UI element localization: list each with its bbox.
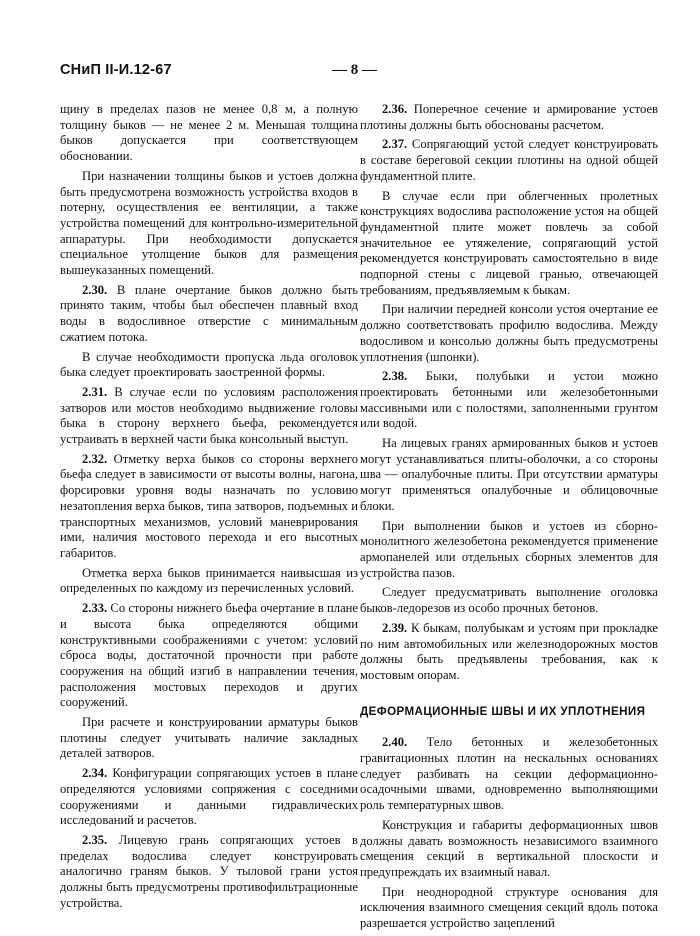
paragraph: На лицевых гранях армированных быков и устоев могут устанавливаться плиты-оболочки, а со стороны шва — опалубочные плиты. При отсутствии арматуры могут применяться опалубочные и облицовочные блоки.	[360, 436, 658, 513]
clause-2-35	[60, 833, 358, 912]
paragraph: В случае если при облегченных пролетных конструкциях водослива расположение устоя на общей фундаментной плите может повлечь за собой значительное ее утяжеление, сопрягающий устой рекомендуется конструировать самостоятельно в виде подпорной стены с лицевой гранью, отвечающей требованиям, предъявляемым к быкам.	[360, 188, 658, 297]
clause-2-40	[360, 735, 658, 814]
right-column	[360, 102, 658, 936]
clause-text: К быкам, полубыкам и устоям при прокладке по ним автомобильных или железнодорожных мостов должны быть предъявлены требования, как к мостовым опорам.	[360, 620, 658, 682]
clause-2-37	[360, 137, 658, 184]
clause-text: Поперечное сечение и армирование устоев плотины должны быть обоснованы расчетом.	[360, 102, 658, 132]
clause-number: 2.39.	[382, 620, 408, 635]
paragraph: При наличии передней консоли устоя очертание ее должно соответствовать профилю водослива. Между водосливом и консолью должны быть предусмотрены уплотнения (шпонки).	[360, 302, 658, 364]
paragraph: Конструкция и габариты деформационных швов должны давать возможность независимого взаимного смещения секций в вертикальной плоскости и предупреждать их взаимный навал.	[360, 817, 658, 879]
document-code: СНиП II-И.12-67	[60, 62, 172, 78]
clause-2-30	[60, 283, 358, 346]
clause-text: Сопрягающий устой следует конструировать в составе береговой секции плотины на одной общей фундаментной плите.	[360, 137, 658, 183]
clause-number: 2.36.	[382, 102, 408, 116]
clause-2-36	[360, 102, 658, 133]
clause-text: В случае если по условиям расположения затворов или мостов необходимо выдвижение головы быка в сторону верхнего бьефа, рекомендуется устраивать в верхней части быка консольный выступ.	[60, 384, 358, 447]
clause-number: 2.31.	[82, 384, 108, 399]
paragraph: В случае необходимости пропуска льда оголовок быка следует проектировать заостренной формы.	[60, 349, 358, 380]
page-number: — 8 —	[332, 62, 377, 78]
clause-number: 2.35.	[82, 832, 108, 847]
paragraph: Следует предусматривать выполнение оголовка быков-ледорезов из особо прочных бетонов.	[360, 585, 658, 616]
clause-text: Отметку верха быков со стороны верхнего бьефа следует в зависимости от высоты волны, нагона, форсировки уровня воды назначать по условию незатопления верха быков, типа затворов, подъемных и транспортных механизмов, условий маневрирования ими, наличия мостового перехода и его высотных габаритов.	[60, 451, 358, 560]
clause-2-34	[60, 766, 358, 829]
clause-number: 2.34.	[82, 766, 108, 781]
clause-number: 2.38.	[382, 369, 408, 384]
paragraph: При неоднородной структуре основания для исключения взаимного смещения секций вдоль потока разрешается устройство зацеплений	[360, 884, 658, 931]
clause-text: Конфигурации сопрягающих устоев в плане определяются условиями сопряжения с соседними сооружениями и данными гидравлических исследований и расчетов.	[60, 766, 358, 828]
clause-number: 2.37.	[382, 137, 408, 152]
paragraph: Отметка верха быков принимается наивысшая из определенных по каждому из перечисленных условий.	[60, 565, 358, 596]
clause-text: Со стороны нижнего бьефа очертание в плане и высота быка определяются общими конструктивными соображениями с учетом: условий сброса воды, достаточной прочности при работе сооружения на общий изгиб в направлении течения, расположения мостовых переходов и других сооружений.	[60, 601, 359, 710]
clause-2-33	[60, 601, 358, 711]
clause-text: Быки, полубыки и устои можно проектировать бетонными или железобетонными массивными или с полостями, заполненными грунтом или водой.	[360, 369, 658, 431]
clause-2-32	[60, 452, 358, 562]
section-heading: ДЕФОРМАЦИОННЫЕ ШВЫ И ИХ УПЛОТНЕНИЯ	[360, 704, 646, 718]
clause-number: 2.30.	[82, 282, 108, 297]
paragraph: При назначении толщины быков и устоев должна быть предусмотрена возможность устройства входов в потерну, осуществления ее вентиляции, а также устройства помещений для контрольно-измерительной аппаратуры. При необходимости допускается специальное утолщение быков для размещения вышеуказанных помещений.	[60, 168, 358, 278]
paragraph: При расчете и конструировании арматуры быков плотины следует учитывать наличие закладных деталей затворов.	[60, 715, 358, 761]
clause-text: Тело бетонных и железобетонных гравитационных плотин на нескальных основаниях следует разбивать на секции деформационно-осадочными швами, одновременно выполняющими роль температурных швов.	[360, 735, 658, 813]
paragraph: При выполнении быков и устоев из сборно-монолитного железобетона рекомендуется применение армопанелей или отдельных сборных элементов для устройства пазов.	[360, 518, 658, 580]
clause-number: 2.33.	[82, 601, 108, 616]
clause-2-31	[60, 385, 358, 448]
clause-number: 2.40.	[382, 735, 408, 750]
clause-text: В плане очертание быков должно быть принято таким, чтобы был обеспечен плавный вход воды в водосливное отверстие с минимальным сжатием потока.	[60, 282, 358, 344]
page-header	[60, 62, 654, 84]
paragraph: щину в пределах пазов не менее 0,8 м, а полную толщину быков — не менее 2 м. Меньшая толщина быков допускается при соответствующем обосновании.	[60, 102, 358, 164]
left-column	[60, 102, 358, 915]
clause-2-38	[360, 369, 658, 432]
clause-number: 2.32.	[82, 451, 108, 466]
clause-2-39	[360, 621, 658, 684]
clause-text: Лицевую грань сопрягающих устоев в пределах водослива следует конструировать аналогично граням быков. У тыловой грани устоя должны быть предусмотрены противофильтрационные устройства.	[60, 832, 359, 910]
